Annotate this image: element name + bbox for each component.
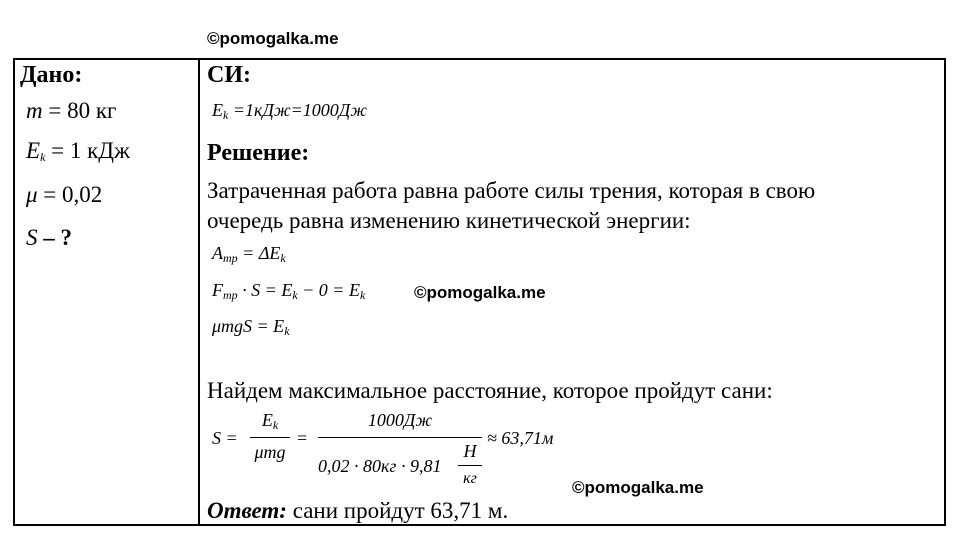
final-s: S = — [212, 428, 238, 448]
answer-label: Ответ: — [207, 498, 287, 523]
solution-title: Решение: — [207, 140, 310, 166]
fraction2-denominator: 0,02 · 80кг · 9,81 — [318, 456, 442, 476]
answer-line — [207, 498, 508, 524]
mass-symbol: m — [26, 98, 43, 123]
si-formula: $E_k =1кДж=1000Дж$ — [212, 100, 367, 122]
fraction2-numerator: 1000Дж — [367, 410, 433, 430]
distance-symbol: S — [26, 225, 38, 250]
unit-bar — [458, 465, 482, 466]
answer-text: сани пройдут 63,71 м. — [286, 498, 509, 523]
energy-symbol: E — [26, 138, 41, 163]
si-title: СИ: — [207, 62, 251, 88]
watermark-middle: ©pomogalka.me — [414, 283, 546, 302]
equation-work: $A_{тр} = \Delta E_k$ — [212, 243, 286, 265]
unit-numerator: Н — [463, 441, 477, 461]
column-divider — [198, 58, 200, 526]
given-mass — [26, 98, 116, 124]
equation-energy: $\mu mgS = E_k$ — [212, 316, 290, 338]
mass-value: = 80 кг — [42, 98, 117, 123]
mu-symbol: μ — [26, 182, 38, 207]
given-title: Дано: — [20, 62, 83, 88]
fraction1-numerator: $E_k$ — [261, 410, 279, 432]
equation-friction: $F_{тр} \cdot S = E_k - 0 = E_k$ — [212, 280, 366, 302]
solution-text-line3: Найдем максимальное расстояние, которое пройдут сани: — [207, 378, 773, 403]
fraction1-bar — [250, 437, 290, 438]
given-distance — [26, 225, 72, 251]
energy-subscript: k — [40, 150, 46, 164]
given-energy — [26, 138, 130, 165]
given-friction — [26, 182, 102, 208]
fraction2-bar — [318, 437, 482, 438]
fraction1-denominator: μmg — [254, 442, 286, 462]
watermark-top: ©pomogalka.me — [207, 29, 339, 48]
watermark-bottom: ©pomogalka.me — [572, 478, 704, 497]
distance-unknown: – ? — [37, 225, 72, 250]
solution-text-line1: Затраченная работа равна работе силы трения, которая в свою — [207, 178, 816, 203]
energy-value: = 1 кДж — [45, 138, 130, 163]
mu-value: = 0,02 — [37, 182, 103, 207]
final-equals: = — [297, 428, 308, 448]
final-result: ≈ 63,71м — [487, 428, 554, 448]
unit-denominator: кг — [463, 470, 477, 487]
solution-text-line2: очередь равна изменению кинетической энергии: — [207, 208, 691, 233]
